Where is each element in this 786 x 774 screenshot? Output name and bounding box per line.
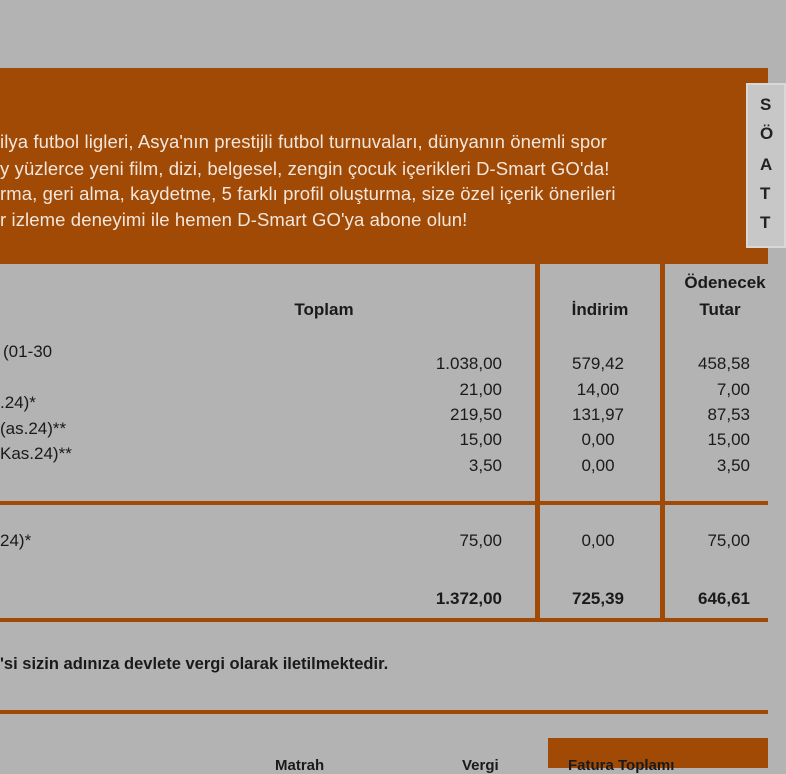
cell-toplam: 219,50 — [450, 405, 502, 424]
cell-indirim: 14,00 — [576, 380, 620, 399]
cell-odenecek: 3,50 — [716, 456, 750, 475]
row-desc-3: (as.24)** — [0, 419, 67, 438]
cell-indirim: 0,00 — [581, 430, 615, 449]
tax-note: 'si sizin adınıza devlete vergi olarak iletilmektedir. — [0, 655, 389, 673]
row-desc-5: 24)* — [0, 531, 32, 550]
promo-line-1: ilya futbol ligleri, Asya'nın prestijli futbol turnuvaları, dünyanın önemli spor — [0, 131, 607, 152]
promo-line-2: y yüzlerce yeni film, dizi, belgesel, zengin çocuk içerikleri D-Smart GO'da! — [0, 158, 610, 179]
total-toplam: 1.372,00 — [435, 589, 502, 608]
row-desc-1: (01-30 — [3, 342, 53, 361]
promo-line-4: r izleme deneyimi ile hemen D-Smart GO'ya abone olun! — [0, 209, 468, 230]
cell-indirim: 0,00 — [581, 531, 615, 550]
row-desc-2: .24)* — [0, 393, 36, 412]
total-indirim: 725,39 — [572, 589, 624, 608]
cell-toplam: 21,00 — [459, 380, 502, 399]
column-divider-1 — [535, 264, 540, 620]
cell-toplam: 15,00 — [459, 430, 502, 449]
cell-odenecek: 15,00 — [707, 430, 750, 449]
cell-toplam: 1.038,00 — [435, 354, 502, 373]
info-label-3: A — [760, 155, 773, 174]
cell-indirim: 0,00 — [581, 456, 615, 475]
bottom-header-vergi: Vergi — [462, 757, 499, 774]
cell-toplam: 3,50 — [468, 456, 502, 475]
bottom-header-fatura-toplami: Fatura Toplamı — [568, 757, 675, 774]
promo-banner — [0, 68, 771, 264]
note-bottom-border — [0, 710, 768, 714]
header-indirim: İndirim — [571, 300, 629, 319]
section-divider — [0, 501, 768, 505]
header-toplam: Toplam — [294, 300, 354, 319]
info-label-5: T — [760, 213, 771, 232]
promo-line-3: rma, geri alma, kaydetme, 5 farklı profil oluşturma, size özel içerik önerileri — [0, 183, 616, 204]
cell-odenecek: 458,58 — [698, 354, 750, 373]
cell-indirim: 579,42 — [572, 354, 624, 373]
invoice-total-box — [548, 738, 768, 774]
cell-toplam: 75,00 — [459, 531, 502, 550]
cell-odenecek: 75,00 — [707, 531, 750, 550]
row-desc-4: Kas.24)** — [0, 444, 72, 463]
info-label-4: T — [760, 184, 771, 203]
table-bottom-border — [0, 618, 768, 622]
header-odenecek-line1: Ödenecek — [684, 273, 766, 292]
header-odenecek-line2: Tutar — [699, 300, 741, 319]
bottom-header-matrah: Matrah — [275, 757, 325, 774]
cell-odenecek: 87,53 — [707, 405, 750, 424]
customer-info-box — [746, 83, 786, 248]
info-label-2: Ö — [760, 124, 774, 143]
info-label-1: S — [760, 95, 772, 114]
cell-odenecek: 7,00 — [716, 380, 750, 399]
total-odenecek: 646,61 — [698, 589, 750, 608]
cell-indirim: 131,97 — [572, 405, 624, 424]
